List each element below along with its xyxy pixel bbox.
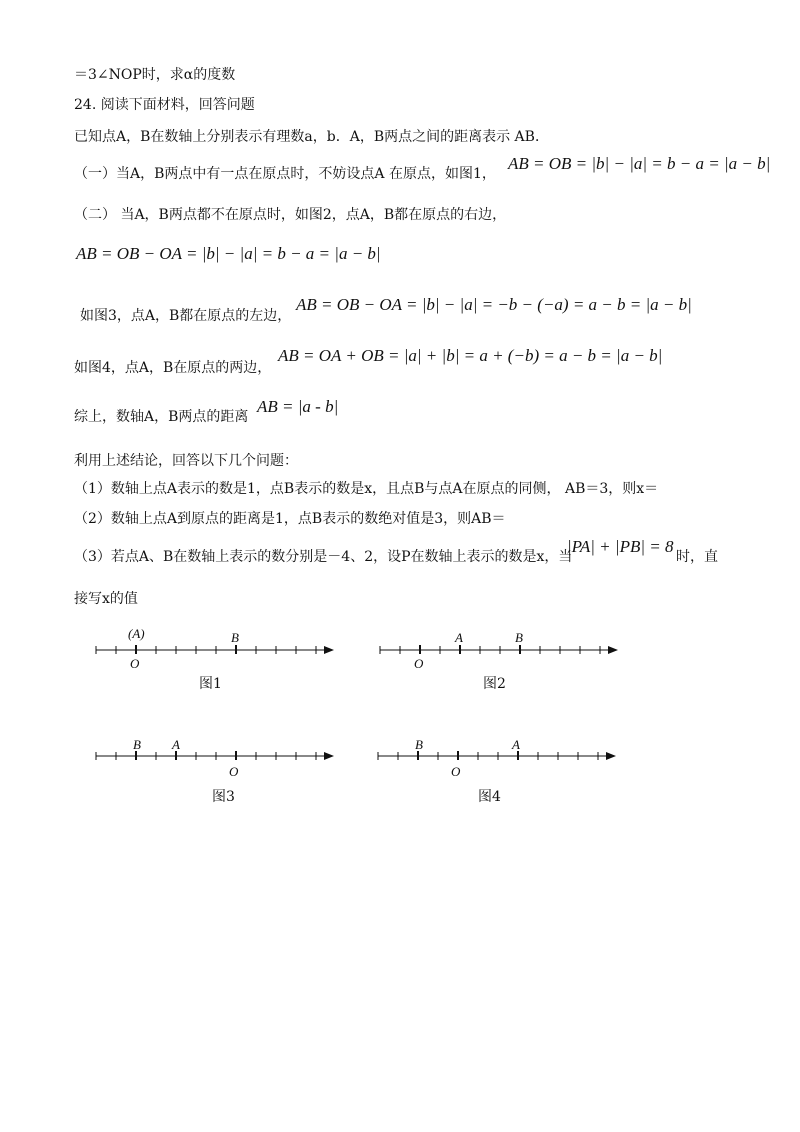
fig3-formula: AB = OB − OA = |b| − |a| = −b − (−a) = a − b = |a − b| xyxy=(296,295,692,314)
problem-24-heading: 24. 阅读下面材料，回答问题 xyxy=(74,97,255,113)
text-line-0: ＝3∠NOP时，求α的度数 xyxy=(74,67,236,83)
number-line-figure-1 xyxy=(90,622,340,672)
case-one-text: （一）当A，B两点中有一点在原点时，不妨设点A 在原点，如图1， xyxy=(74,166,496,182)
fig1-label-a: (A) xyxy=(128,626,145,641)
text-line-2: 已知点A，B在数轴上分别表示有理数a，b．A，B两点之间的距离表示 AB． xyxy=(74,129,549,145)
summary-text: 综上，数轴A，B两点的距离 xyxy=(74,409,249,425)
fig2-label-a: A xyxy=(455,630,463,645)
case-two-formula: AB = OB − OA = |b| − |a| = b − a = |a − b| xyxy=(76,244,381,263)
fig3-caption: 图3 xyxy=(212,789,235,805)
fig3-label-b: B xyxy=(133,737,141,752)
fig3-label-o: O xyxy=(229,764,239,779)
fig1-label-b: B xyxy=(231,630,239,645)
fig1-label-o: O xyxy=(130,656,140,671)
fig3-label-a: A xyxy=(172,737,180,752)
summary-formula: AB = |a - b| xyxy=(257,397,339,416)
number-line-figure-2 xyxy=(374,628,624,672)
fig4-label-a: A xyxy=(512,737,520,752)
number-line-figure-4 xyxy=(372,736,622,782)
fig4-caption: 图4 xyxy=(478,789,501,805)
fig1-caption: 图1 xyxy=(199,676,222,692)
question-3-continued: 接写x的值 xyxy=(74,591,138,607)
question-2: （2）数轴上点A到原点的距离是1，点B表示的数绝对值是3，则AB＝ xyxy=(74,511,506,527)
fig2-caption: 图2 xyxy=(483,676,506,692)
question-1: （1）数轴上点A表示的数是1，点B表示的数是x，且点B与点A在原点的同侧， AB＝3，则x＝ xyxy=(74,481,659,497)
fig4-label-b: B xyxy=(415,737,423,752)
fig2-label-b: B xyxy=(515,630,523,645)
fig2-label-o: O xyxy=(414,656,424,671)
fig4-label-o: O xyxy=(451,764,461,779)
question-3-formula: |PA| + |PB| = 8 xyxy=(567,537,674,556)
case-two-text: （二） 当A，B两点都不在原点时，如图2，点A，B都在原点的右边， xyxy=(74,207,507,223)
question-3-text: （3）若点A、B在数轴上表示的数分别是－4、2，设P在数轴上表示的数是x，当 xyxy=(74,549,573,565)
fig4-formula: AB = OA + OB = |a| + |b| = a + (−b) = a − b = |a − b| xyxy=(278,346,663,365)
fig3-text: 如图3，点A，B都在原点的左边， xyxy=(80,308,292,324)
fig4-text: 如图4，点A，B在原点的两边， xyxy=(74,360,272,376)
question-3-end: 时，直 xyxy=(676,549,718,565)
case-one-formula: AB = OB = |b| − |a| = b − a = |a − b| xyxy=(508,154,771,173)
questions-intro: 利用上述结论，回答以下几个问题： xyxy=(74,453,298,469)
number-line-figure-3 xyxy=(90,736,340,782)
